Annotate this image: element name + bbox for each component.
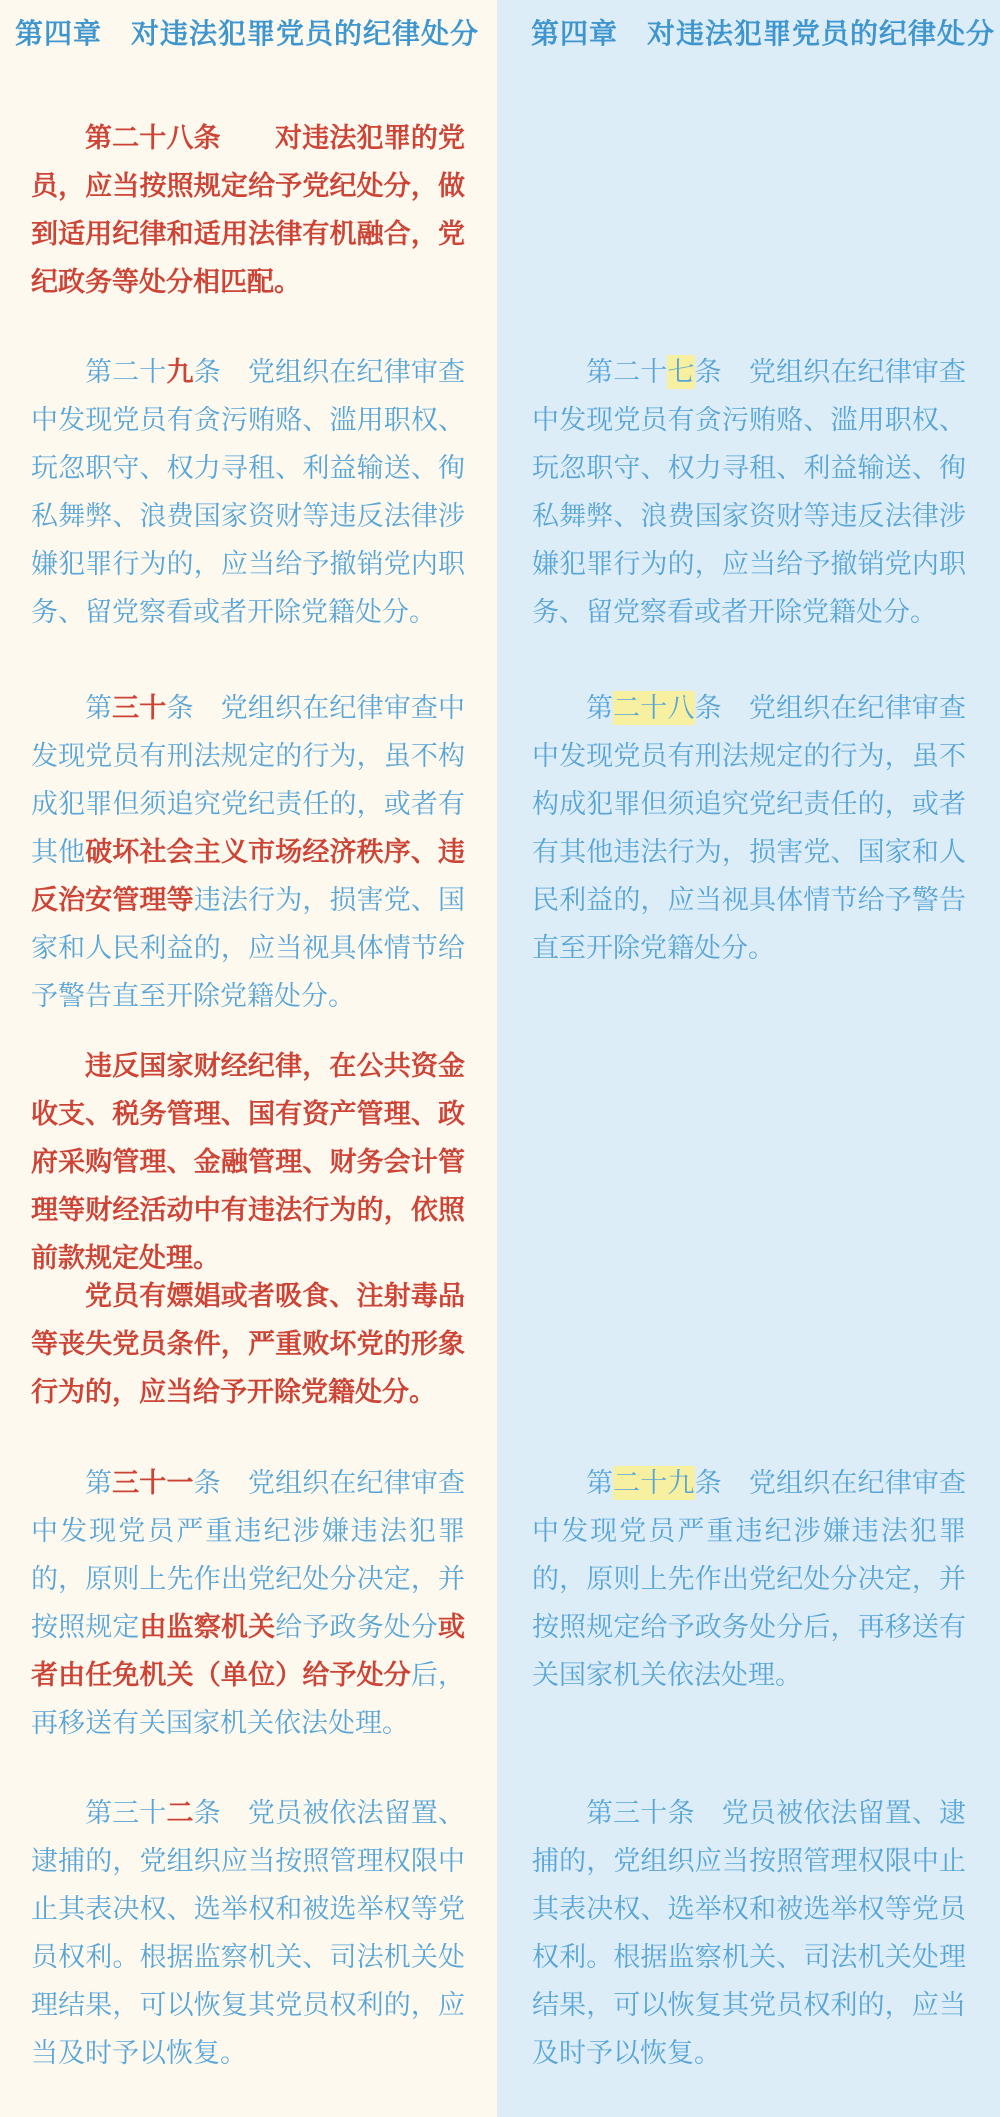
- text-run: 对违法犯罪的党员，应当按照规定给予党纪处分，做到适用纪律和适用法律有机融合，党纪政务等处分相匹配。: [31, 123, 466, 297]
- text-run: 破坏社会主义市场经济秩序、违反治安管理等: [31, 837, 466, 915]
- article-paragraph-3: [31, 684, 465, 1020]
- article-paragraph-5: [31, 1272, 465, 1416]
- article-paragraph-2: [532, 684, 966, 972]
- text-run: 条 党组织在纪律审查中发现党员有贪污贿赂、滥用职权、玩忽职守、权力寻租、利益输送、徇私舞弊、浪费国家资财等违反法律涉嫌犯罪行为的，应当给予撤销党内职务、留党察看或者开除党籍处分。: [532, 357, 967, 627]
- article-paragraph-4: [532, 1789, 966, 2077]
- article-paragraph-2: [31, 348, 465, 636]
- highlighted-text-run: 七: [667, 357, 695, 387]
- text-run: 第二十八条: [85, 123, 221, 153]
- text-run: 后，再移送有关国家机关依法处理。: [31, 1660, 466, 1738]
- highlighted-text-run: 二十八: [613, 693, 695, 723]
- text-run: 三十一: [112, 1468, 194, 1498]
- text-run: 二: [166, 1798, 194, 1828]
- text-run: 九: [166, 357, 194, 387]
- text-run: 第三十条 党员被依法留置、逮捕的，党组织应当按照管理权限中止其表决权、选举权和被选举权等党员权利。根据监察机关、司法机关处理结果，可以恢复其党员权利的，应当及时予以恢复。: [532, 1798, 966, 2068]
- article-paragraph-1: [532, 348, 966, 636]
- text-run: 条 党组织在纪律审查中发现党员严重违纪涉嫌违法犯罪的，原则上先作出党纪处分决定，并按照规定: [31, 1468, 466, 1642]
- text-run: 违反国家财经纪律，在公共资金收支、税务管理、国有资产管理、政府采购管理、金融管理、财务会计管理等财经活动中有违法行为的，依照前款规定处理。: [31, 1051, 465, 1273]
- text-run: 或者由任免机关（单位）给予处分: [31, 1612, 466, 1690]
- article-paragraph-6: [31, 1459, 465, 1747]
- text-run: 违法行为，损害党、国家和人民利益的，应当视具体情节给予警告直至开除党籍处分。: [31, 885, 466, 1011]
- text-run: 第二十: [85, 357, 167, 387]
- article-paragraph-1: [31, 114, 465, 306]
- text-run: 党员有嫖娼或者吸食、注射毒品等丧失党员条件，严重败坏党的形象行为的，应当给予开除党籍处分。: [31, 1281, 465, 1407]
- article-paragraph-7: [31, 1789, 465, 2077]
- text-run: 由监察机关: [139, 1612, 276, 1642]
- chapter-title-left: 第四章 对违法犯罪党员的纪律处分: [15, 18, 480, 49]
- highlighted-text-run: 二十九: [613, 1468, 695, 1498]
- text-run: 条 党员被依法留置、逮捕的，党组织应当按照管理权限中止其表决权、选举权和被选举权等党员权利。根据监察机关、司法机关处理结果，可以恢复其党员权利的，应当及时予以恢复。: [31, 1798, 466, 2068]
- text-run: 条 党组织在纪律审查中发现党员严重违纪涉嫌违法犯罪的，原则上先作出党纪处分决定，并按照规定给予政务处分后，再移送有关国家机关依法处理。: [532, 1468, 967, 1690]
- old-version-column: [497, 0, 1000, 2117]
- text-run: 第: [85, 693, 113, 723]
- text-run: 条 党组织在纪律审查中发现党员有刑法规定的行为，虽不构成犯罪但须追究党纪责任的，或者有其他违法行为，损害党、国家和人民利益的，应当视具体情节给予警告直至开除党籍处分。: [532, 693, 967, 963]
- article-paragraph-3: [532, 1459, 966, 1699]
- text-run: 第三十: [85, 1798, 167, 1828]
- text-run: 第: [586, 1468, 614, 1498]
- text-run: 条 党组织在纪律审查中发现党员有刑法规定的行为，虽不构成犯罪但须追究党纪责任的，或者有其他: [31, 693, 466, 867]
- text-run: 给予政务处分: [275, 1612, 439, 1642]
- article-paragraph-4: [31, 1042, 465, 1282]
- chapter-title-right: 第四章 对违法犯罪党员的纪律处分: [531, 18, 996, 49]
- text-run: 第二十: [586, 357, 668, 387]
- text-run: 第: [85, 1468, 113, 1498]
- text-run: 第: [586, 693, 614, 723]
- text-run: 三十: [112, 693, 167, 723]
- text-run: 条 党组织在纪律审查中发现党员有贪污贿赂、滥用职权、玩忽职守、权力寻租、利益输送、徇私舞弊、浪费国家资财等违反法律涉嫌犯罪行为的，应当给予撤销党内职务、留党察看或者开除党籍处分。: [31, 357, 466, 627]
- new-version-column: [0, 0, 497, 2117]
